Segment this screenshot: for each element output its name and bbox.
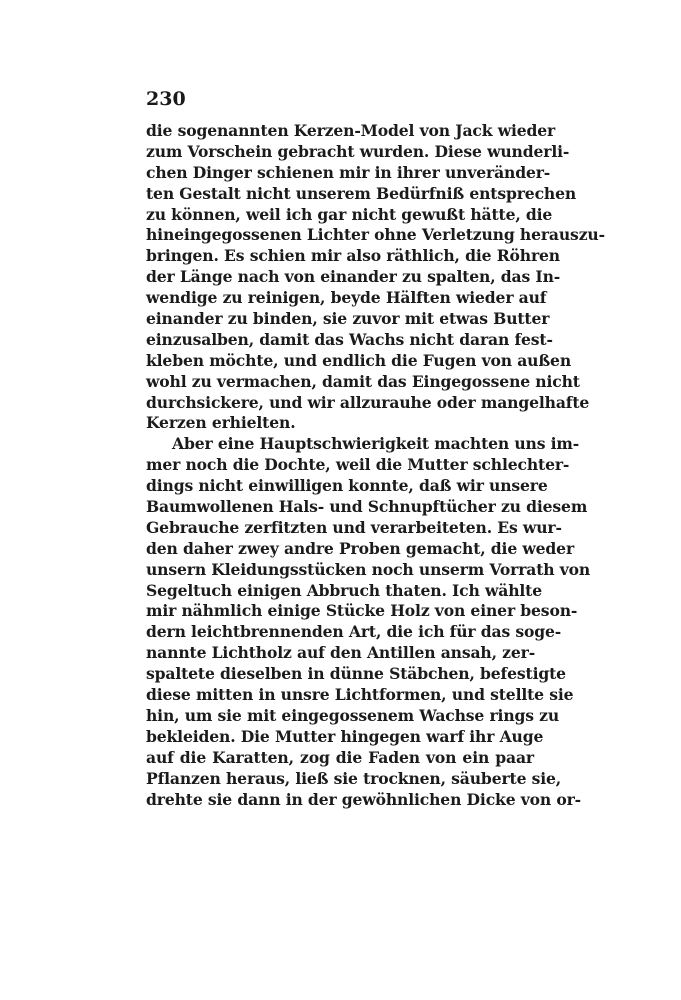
text-line: Kerzen erhielten. [146,413,296,433]
text-line: einzusalben, damit das Wachs nicht daran fest- [146,329,553,349]
text-line: wohl zu vermachen, damit das Eingegossene nicht [146,371,580,391]
text-line: dern leichtbrennenden Art, die ich für das soge- [146,622,562,642]
text-line: drehte sie dann in der gewöhnlichen Dicke von or- [146,789,582,809]
text-line: einander zu binden, sie zuvor mit etwas Butter [146,309,550,329]
page-number: 230 [146,88,186,110]
text-line: Segeltuch einigen Abbruch thaten. Ich wählte [146,580,542,600]
text-line: chen Dinger schienen mir in ihrer unveränder- [146,162,551,182]
text-line: hin, um sie mit eingegossenem Wachse rings zu [146,705,560,725]
text-line: zum Vorschein gebracht wurden. Diese wunderli- [146,141,570,161]
text-line: bringen. Es schien mir also räthlich, die Röhren [146,246,560,266]
text-line: diese mitten in unsre Lichtformen, und stellte sie [146,685,574,705]
text-line: auf die Karatten, zog die Faden von ein paar [146,747,534,767]
text-line: dings nicht einwilligen konnte, daß wir unsere [146,476,548,496]
text-line: der Länge nach von einander zu spalten, das In- [146,267,561,287]
text-line: spaltete dieselben in dünne Stäbchen, befestigte [146,664,566,684]
text-line: die sogenannten Kerzen-Model von Jack wieder [146,121,556,140]
text-line: nannte Lichtholz auf den Antillen ansah, zer- [146,643,536,663]
body-text [146,121,605,810]
paragraph [146,434,591,810]
text-line: zu können, weil ich gar nicht gewußt hätte, die [146,204,553,224]
text-line: ten Gestalt nicht unserem Bedürfniß entsprechen [146,183,577,203]
text-line: Aber eine Hauptschwierigkeit machten uns im- [172,434,580,454]
text-line: wendige zu reinigen, beyde Hälften wieder auf [146,288,547,308]
text-line: kleben möchte, und endlich die Fugen von außen [146,350,572,370]
text-line: mir nähmlich einige Stücke Holz von einer beson- [146,601,578,621]
text-line: durchsickere, und wir allzurauhe oder mangelhafte [146,392,590,412]
paragraph [146,121,605,434]
text-line: unsern Kleidungsstücken noch unserm Vorrath von [146,559,591,579]
text-line: bekleiden. Die Mutter hingegen warf ihr Auge [146,726,544,746]
text-line: Gebrauche zerfitzten und verarbeiteten. Es wur- [146,517,562,537]
text-line: mer noch die Dochte, weil die Mutter schlechter- [146,455,570,475]
text-line: hineingegossenen Lichter ohne Verletzung herauszu- [146,225,605,245]
text-line: den daher zwey andre Proben gemacht, die weder [146,538,575,558]
text-line: Baumwollenen Hals- und Schnupftücher zu diesem [146,497,588,517]
text-line: Pflanzen heraus, ließ sie trocknen, säuberte sie, [146,768,562,788]
